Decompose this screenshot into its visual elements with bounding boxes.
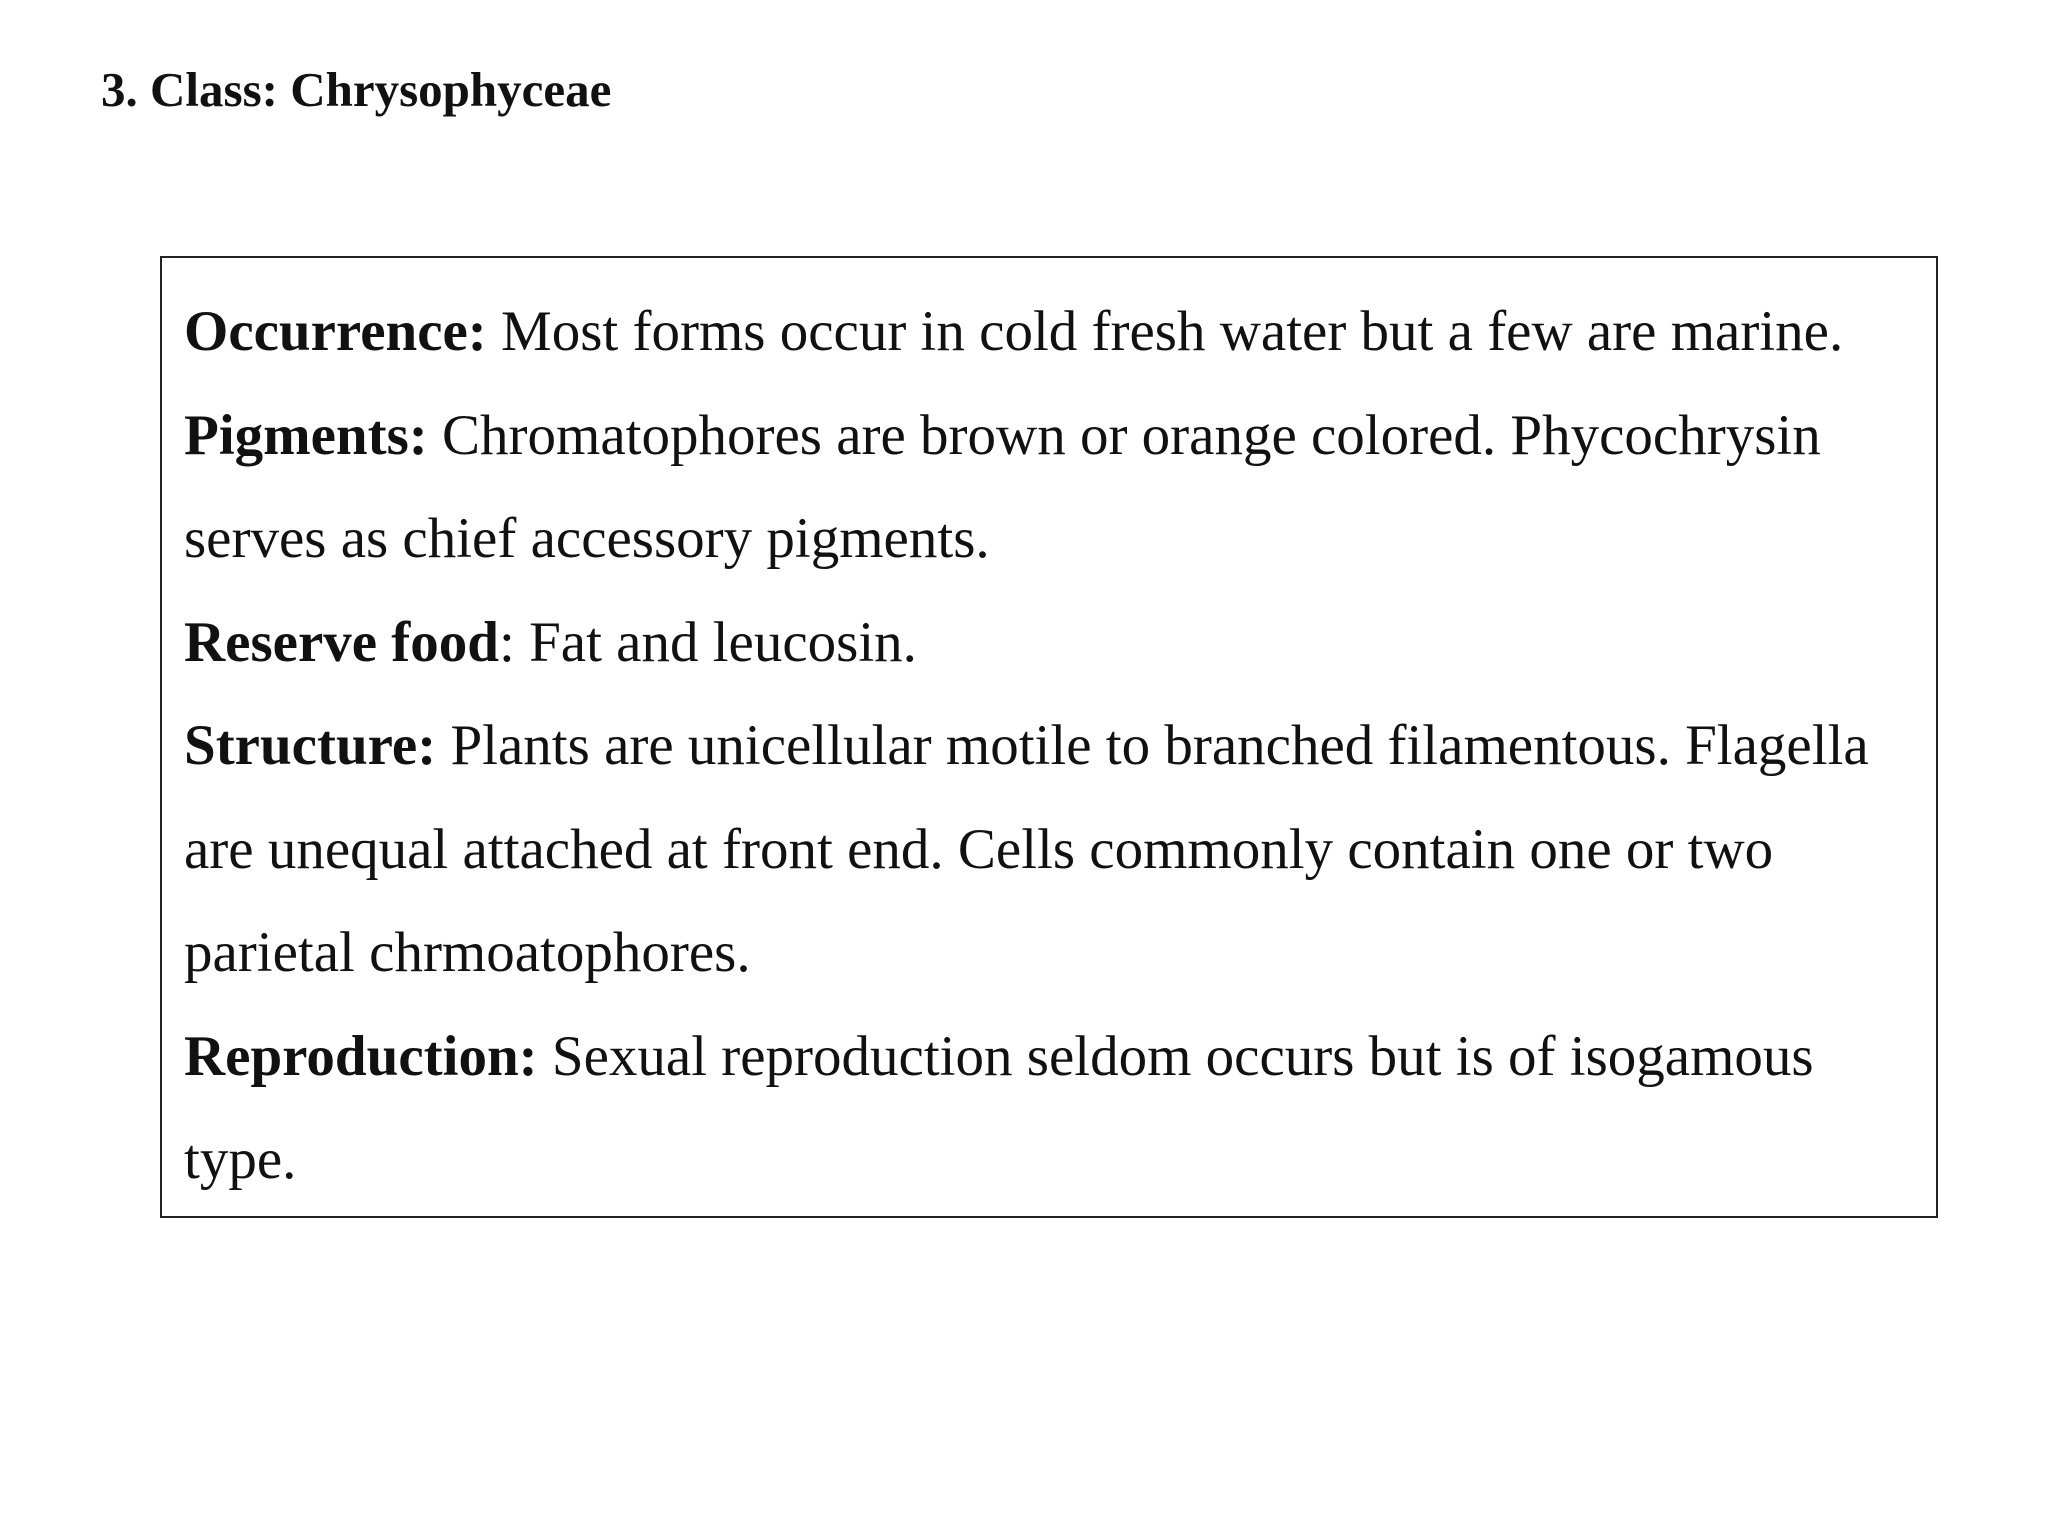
pigments-label: Pigments: xyxy=(184,403,428,467)
reproduction-label: Reproduction: xyxy=(184,1024,538,1088)
info-box xyxy=(160,256,1938,1218)
reserve-food-label: Reserve food xyxy=(184,610,499,674)
structure-paragraph xyxy=(184,694,1924,1005)
occurrence-text: Most forms occur in cold fresh water but a few are marine. xyxy=(486,300,1844,363)
structure-text: Plants are unicellular motile to branched filamentous. Flagella are unequal attached at front end. Cells commonly contain one or two parietal chrmoatophores. xyxy=(184,714,1869,984)
occurrence-label: Occurrence: xyxy=(184,300,487,363)
structure-label: Structure: xyxy=(184,714,437,777)
reproduction-paragraph xyxy=(184,1005,1924,1212)
pigments-text: Chromatophores are brown or orange colored. Phycochrysin serves as chief accessory pigments. xyxy=(184,403,1821,570)
reserve-food-text: : Fat and leucosin. xyxy=(498,610,917,674)
info-content xyxy=(184,280,1924,1212)
section-heading: 3. Class: Chrysophyceae xyxy=(101,62,612,117)
reproduction-text: Sexual reproduction seldom occurs but is of isogamous type. xyxy=(184,1024,1814,1191)
reserve-food-paragraph xyxy=(184,591,1924,695)
occurrence-paragraph xyxy=(184,280,1924,384)
pigments-paragraph xyxy=(184,384,1924,591)
